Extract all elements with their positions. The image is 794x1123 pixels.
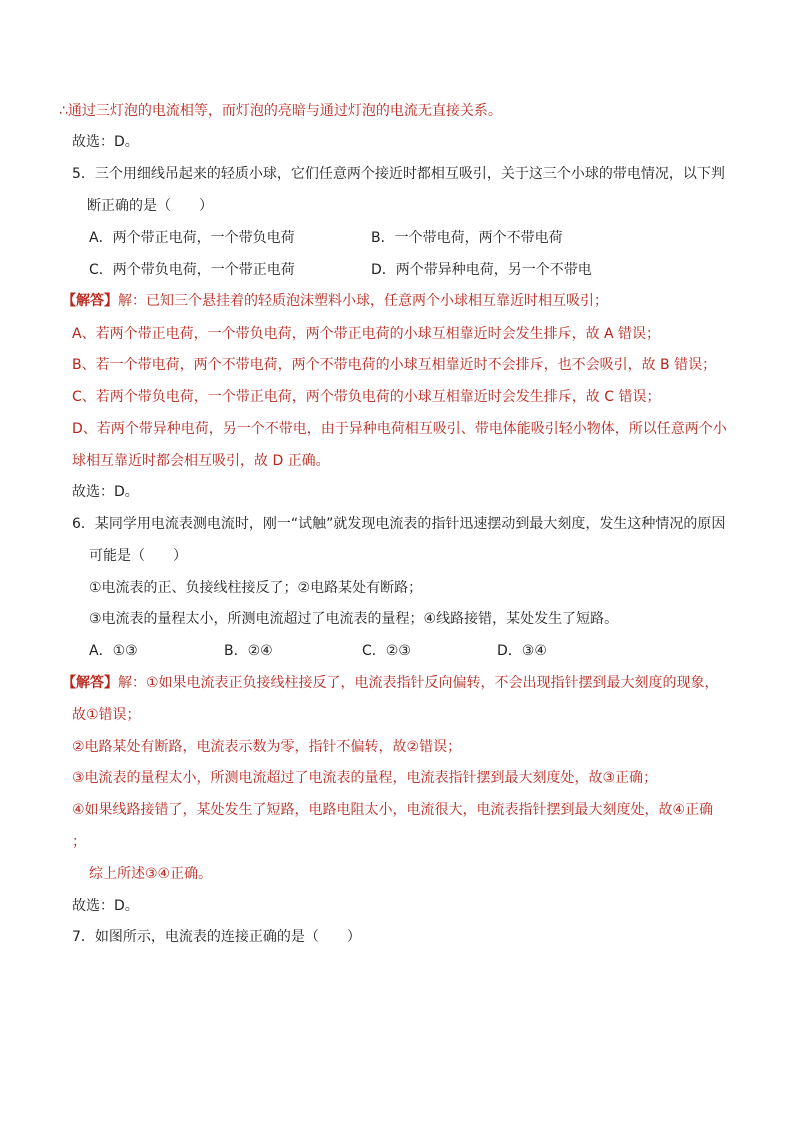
q6-option-c: C．②③ [362, 643, 411, 659]
q6-answer-line4: ④如果线路接错了，某处发生了短路，电路电阻太小，电流很大，电流表指针摆到最大刻度处，故④正确 [72, 802, 714, 818]
q5-choice: 故选：D。 [72, 484, 139, 500]
q6-answer-line1b: 故①错误； [72, 707, 141, 723]
q5-explain-d2: 球相互靠近时都会相互吸引，故 D 正确。 [72, 453, 330, 469]
q6-option-b: B．②④ [224, 643, 273, 659]
q6-stem-line1: 6．某同学用电流表测电流时，刚一“试触”就发现电流表的指针迅速摆动到最大刻度，发生这种情况的原因 [72, 516, 726, 532]
q6-answer-tag: 【解答】 [62, 675, 118, 691]
prev-conclusion: ∴通过三灯泡的电流相等，而灯泡的亮暗与通过灯泡的电流无直接关系。 [59, 103, 502, 119]
q5-option-a: A．两个带正电荷，一个带负电荷 [89, 230, 295, 246]
q6-summary: 综上所述③④正确。 [89, 866, 213, 882]
q5-explain-b: B、若一个带电荷，两个不带电荷，两个不带电荷的小球互相靠近时不会排斥，也不会吸引，故 B 错误； [72, 357, 717, 373]
q6-answer-line4b: ； [72, 834, 86, 850]
q5-answer-tag: 【解答】 [62, 293, 118, 309]
q6-answer-line2: ②电路某处有断路，电流表示数为零，指针不偏转，故②错误； [72, 739, 462, 755]
q5-explain-d1: D、若两个带异种电荷，另一个不带电，由于异种电荷相互吸引、带电体能吸引轻小物体，所以任意两个小 [72, 421, 727, 437]
q6-option-d: D．③④ [497, 643, 547, 659]
q6-item-line1: ①电流表的正、负接线柱接反了；②电路某处有断路； [89, 580, 423, 596]
q5-answer-line [62, 291, 608, 311]
q5-answer-intro: 解：已知三个悬挂着的轻质泡沫塑料小球，任意两个小球相互靠近时相互吸引； [118, 293, 608, 309]
q6-stem-line2: 可能是（ ） [89, 548, 187, 564]
q5-option-b: B．一个带电荷，两个不带电荷 [371, 230, 563, 246]
q6-item-line2: ③电流表的量程太小，所测电流超过了电流表的量程；④线路接错，某处发生了短路。 [89, 611, 619, 627]
q6-option-a: A．①③ [89, 643, 138, 659]
q6-choice: 故选：D。 [72, 898, 139, 914]
q5-stem-line1: 5．三个用细线吊起来的轻质小球，它们任意两个接近时都相互吸引，关于这三个小球的带电情况，以下判 [72, 166, 725, 182]
q5-option-c: C．两个带负电荷，一个带正电荷 [89, 262, 295, 278]
q7-stem: 7．如图所示，电流表的连接正确的是（ ） [72, 929, 361, 945]
q6-answer-line [62, 673, 719, 693]
prev-choice: 故选：D。 [72, 134, 139, 150]
q5-explain-a: A、若两个带正电荷，一个带负电荷，两个带正电荷的小球互相靠近时会发生排斥，故 A 错误； [72, 326, 661, 342]
q6-answer-line3: ③电流表的量程太小，所测电流超过了电流表的量程，电流表指针摆到最大刻度处，故③正确； [72, 770, 658, 786]
q5-option-d: D．两个带异种电荷，另一个不带电 [371, 262, 592, 278]
q5-explain-c: C、若两个带负电荷，一个带正电荷，两个带负电荷的小球互相靠近时会发生排斥，故 C 错误； [72, 389, 661, 405]
q5-stem-line2: 断正确的是（ ） [87, 198, 213, 214]
q6-answer-line1: 解：①如果电流表正负接线柱接反了，电流表指针反向偏转，不会出现指针摆到最大刻度的现象， [118, 675, 719, 691]
